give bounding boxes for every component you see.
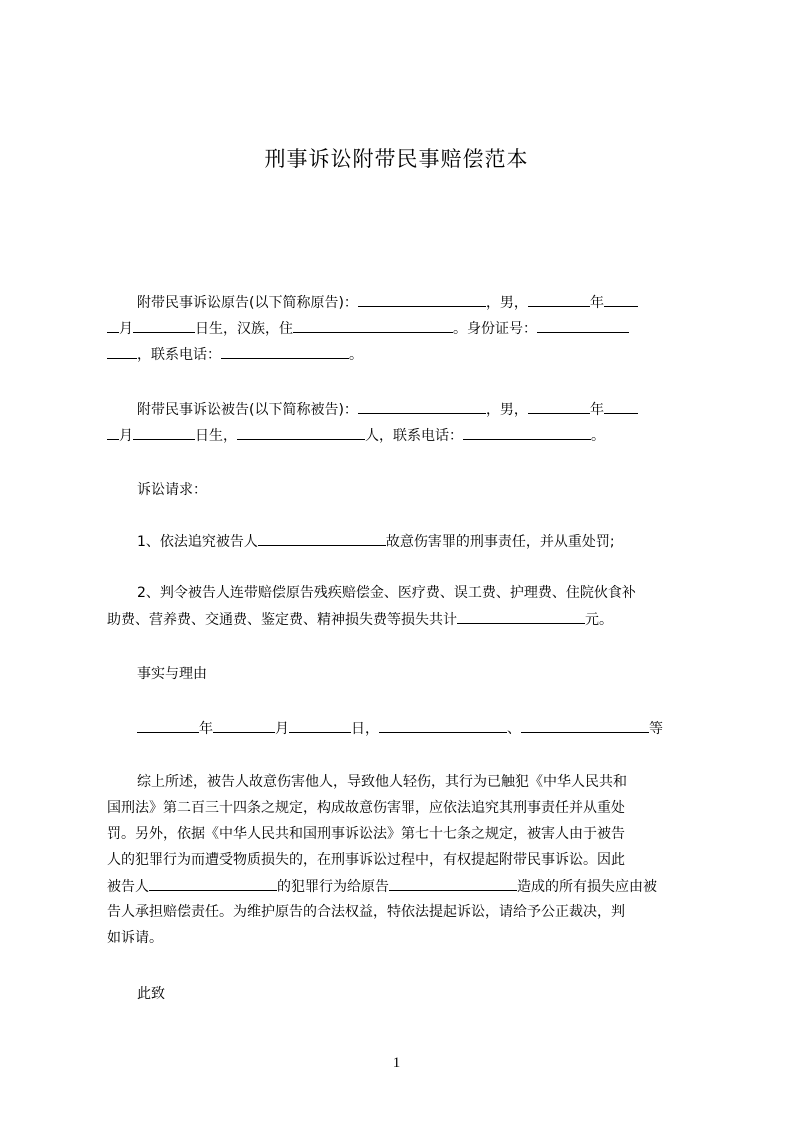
summary-line-5: [107, 876, 707, 897]
facts-month-label: 月: [275, 721, 289, 737]
facts-blank-1[interactable]: [379, 718, 507, 733]
facts-day-label: 日，: [351, 721, 379, 737]
defendant-origin-blank[interactable]: [237, 425, 365, 440]
defendant-name-blank[interactable]: [358, 399, 486, 414]
summary-5-a: 被告人: [107, 879, 149, 895]
defendant-phone-label: 人，联系电话：: [365, 428, 463, 444]
claim-1-suffix: 故意伤害罪的刑事责任，并从重处罚;: [385, 534, 615, 550]
plaintiff-end: 。: [349, 347, 363, 363]
defendant-end: 。: [591, 428, 605, 444]
plaintiff-year-blank[interactable]: [528, 292, 590, 307]
claim-1-defendant-blank[interactable]: [258, 531, 386, 546]
defendant-year-label: 年: [589, 402, 604, 418]
plaintiff-phone-blank[interactable]: [221, 344, 349, 359]
plaintiff-address-blank[interactable]: [293, 318, 453, 333]
facts-heading: 事实与理由: [137, 666, 207, 682]
plaintiff-id-blank[interactable]: [537, 318, 629, 333]
summary-5-b: 的犯罪行为给原告: [277, 879, 389, 895]
facts-end: 等: [649, 721, 663, 737]
plaintiff-line-3: [107, 344, 707, 365]
plaintiff-born-label: 日生，汉族，住: [195, 321, 293, 337]
plaintiff-line-2: [107, 318, 707, 339]
summary-plaintiff-blank[interactable]: [389, 876, 517, 891]
summary-line-4: 人的犯罪行为而遭受物质损失的，在刑事诉讼过程中，有权提起附带民事诉讼。因此: [107, 852, 625, 868]
facts-separator: 、: [507, 721, 521, 737]
facts-month-blank[interactable]: [213, 718, 275, 733]
defendant-year-blank[interactable]: [528, 399, 590, 414]
claim-2-amount-blank[interactable]: [457, 609, 585, 624]
facts-blank-2[interactable]: [521, 718, 649, 733]
defendant-label: 附带民事诉讼被告(以下简称被告)：: [137, 402, 358, 418]
plaintiff-phone-label: ，联系电话：: [137, 347, 221, 363]
summary-line-3: 罚。另外，依据《中华人民共和国刑事诉讼法》第七十七条之规定，被害人由于被告: [107, 826, 625, 842]
claims-heading: 诉讼请求：: [137, 482, 207, 498]
defendant-line-1: [137, 399, 737, 420]
summary-line-7: 如诉请。: [107, 930, 163, 946]
summary-line-2: 国刑法》第二百三十四条之规定，构成故意伤害罪，应依法追究其刑事责任并从重处: [107, 800, 625, 816]
closing: 此致: [137, 986, 165, 1002]
plaintiff-id-blank-2[interactable]: [107, 344, 137, 359]
defendant-phone-blank[interactable]: [463, 425, 591, 440]
defendant-born-label: 日生，: [195, 428, 237, 444]
facts-year-label: 年: [199, 721, 213, 737]
claim-2-suffix: 元。: [585, 612, 613, 628]
summary-defendant-blank[interactable]: [149, 876, 277, 891]
plaintiff-label: 附带民事诉讼原告(以下简称原告)：: [137, 295, 358, 311]
claim-1-prefix: 1、依法追究被告人: [137, 534, 258, 550]
plaintiff-id-label: 。身份证号：: [453, 321, 537, 337]
plaintiff-year-label: 年: [589, 295, 604, 311]
plaintiff-day-blank[interactable]: [133, 318, 195, 333]
plaintiff-month-blank[interactable]: [604, 292, 638, 307]
summary-5-c: 造成的所有损失应由被: [517, 879, 657, 895]
facts-year-blank[interactable]: [137, 718, 199, 733]
plaintiff-month-label: 月: [119, 321, 133, 337]
defendant-day-blank[interactable]: [133, 425, 195, 440]
defendant-month-blank[interactable]: [604, 399, 638, 414]
facts-day-blank[interactable]: [289, 718, 351, 733]
defendant-sex: ，男，: [485, 402, 528, 418]
claim-2-line-1: 2、判令被告人连带赔偿原告残疾赔偿金、医疗费、误工费、护理费、住院伙食补: [137, 585, 636, 601]
page-number: 1: [392, 1055, 401, 1071]
claim-1: [137, 531, 737, 552]
plaintiff-name-blank[interactable]: [358, 292, 486, 307]
summary-line-1: 综上所述，被告人故意伤害他人，导致他人轻伤，其行为已触犯《中华人民共和: [137, 774, 627, 790]
plaintiff-line-1: [137, 292, 737, 313]
defendant-month-label: 月: [119, 428, 133, 444]
defendant-line-2: [107, 425, 707, 446]
plaintiff-month-blank-2[interactable]: [107, 318, 119, 333]
plaintiff-sex: ，男，: [485, 295, 528, 311]
defendant-month-blank-2[interactable]: [107, 425, 119, 440]
claim-2-prefix: 助费、营养费、交通费、鉴定费、精神损失费等损失共计: [107, 612, 457, 628]
document-title: 刑事诉讼附带民事赔偿范本: [264, 147, 529, 171]
summary-line-6: 告人承担赔偿责任。为维护原告的合法权益，特依法提起诉讼，请给予公正裁决，判: [107, 904, 625, 920]
claim-2-line-2: [107, 609, 707, 630]
facts-line: [137, 718, 737, 739]
